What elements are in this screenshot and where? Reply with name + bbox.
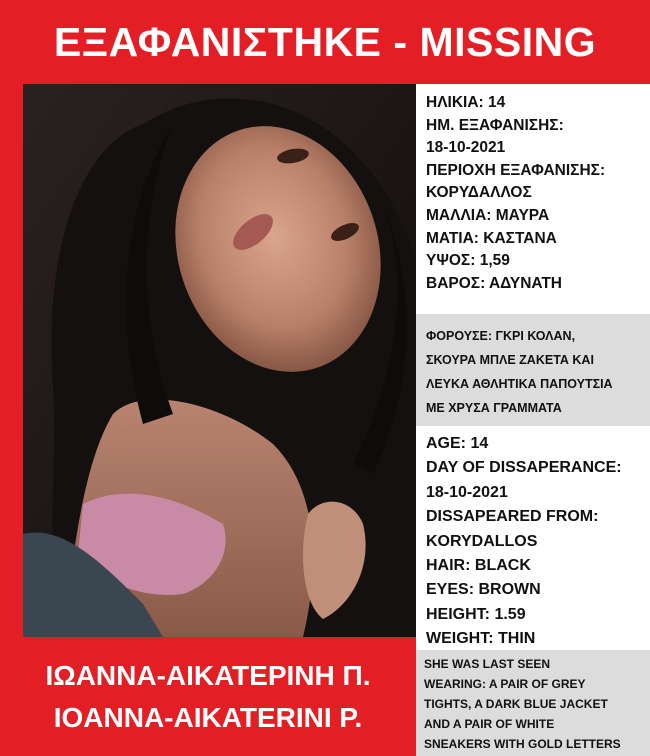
english-weight: WEIGHT: THIN: [426, 630, 536, 648]
person-name-english: IOANNA-AIKATERINI P.: [53, 702, 363, 733]
english-clothing-line: SHE WAS LAST SEEN: [424, 657, 551, 671]
english-clothing-panel: [416, 650, 650, 756]
english-clothing-line: TIGHTS, A DARK BLUE JACKET: [424, 697, 608, 711]
english-eyes: EYES: BROWN: [426, 581, 541, 599]
greek-age: ΗΛΙΚΙΑ: 14: [426, 94, 506, 111]
english-details-panel: [416, 426, 650, 650]
missing-person-photo: [23, 84, 416, 637]
greek-clothing-panel: [416, 314, 650, 426]
english-area-value: KORYDALLOS: [426, 532, 538, 550]
greek-date-label: ΗΜ. ΕΞΑΦΑΝΙΣΗΣ:: [426, 116, 564, 134]
english-hair: HAIR: BLACK: [426, 557, 531, 575]
greek-clothing-line: ΜΕ ΧΡΥΣΑ ΓΡΑΜΜΑΤΑ: [426, 401, 562, 415]
greek-clothing-line: ΛΕΥΚΑ ΑΘΛΗΤΙΚΑ ΠΑΠΟΥΤΣΙΑ: [426, 377, 613, 391]
english-date-value: 18-10-2021: [426, 483, 508, 501]
english-age: AGE: 14: [426, 435, 489, 452]
greek-eyes: ΜΑΤΙΑ: ΚΑΣΤΑΝΑ: [426, 229, 557, 247]
greek-clothing-line: ΣΚΟΥΡΑ ΜΠΛΕ ΖΑΚΕΤΑ ΚΑΙ: [426, 353, 594, 367]
english-area-label: DISSAPEARED FROM:: [426, 508, 599, 526]
english-clothing-line: WEARING: A PAIR OF GREY: [424, 677, 586, 691]
poster-headline: ΕΞΑΦΑΝΙΣΤΗΚΕ - MISSING: [53, 18, 597, 65]
person-name-block: [0, 637, 416, 756]
english-date-label: DAY OF DISSAPERANCE:: [426, 459, 622, 477]
greek-date-value: 18-10-2021: [426, 139, 506, 157]
english-height: HEIGHT: 1.59: [426, 605, 526, 623]
person-name-greek: ΙΩΑΝΝΑ-ΑΙΚΑΤΕΡΙΝΗ Π.: [45, 660, 371, 691]
greek-height: ΥΨΟΣ: 1,59: [426, 252, 510, 270]
english-clothing-line: SNEAKERS WITH GOLD LETTERS: [424, 737, 621, 751]
greek-area-label: ΠΕΡΙΟΧΗ ΕΞΑΦΑΝΙΣΗΣ:: [426, 161, 606, 179]
greek-details-panel: [416, 84, 650, 314]
greek-clothing-line: ΦΟΡΟΥΣΕ: ΓΚΡΙ ΚΟΛΑΝ,: [426, 329, 576, 343]
greek-weight: ΒΑΡΟΣ: ΑΔΥΝΑΤΗ: [426, 274, 563, 292]
english-clothing-line: AND A PAIR OF WHITE: [424, 717, 555, 731]
greek-hair: ΜΑΛΛΙΑ: ΜΑΥΡΑ: [426, 206, 550, 224]
greek-area-value: ΚΟΡΥΔΑΛΛΟΣ: [426, 184, 532, 202]
info-column: [416, 84, 650, 756]
